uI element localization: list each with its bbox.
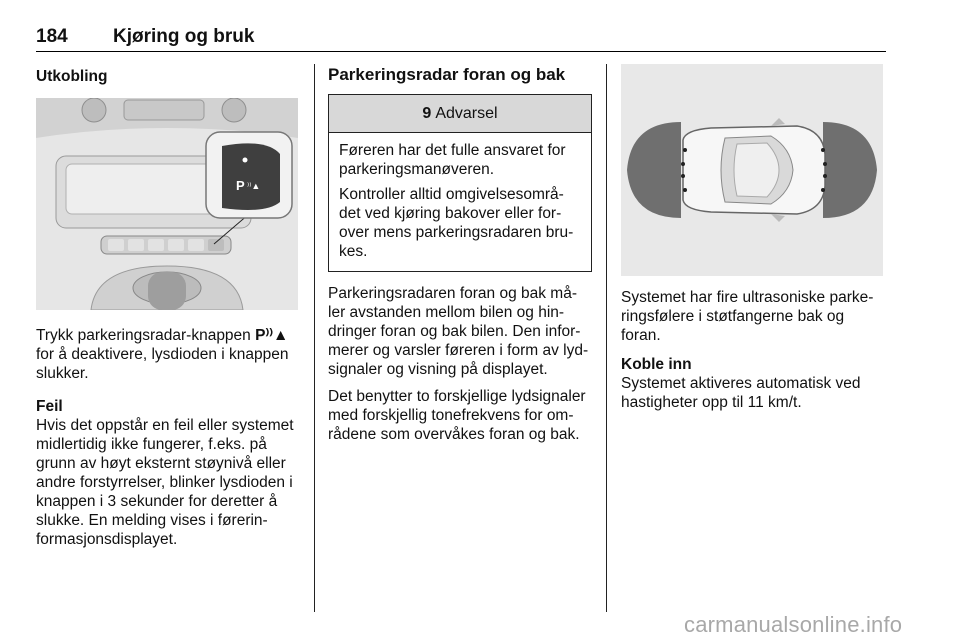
koble-section (621, 355, 885, 412)
feil-text: Hvis det oppstår en feil eller systemet midlertidig ikke fungerer, f.eks. på grunn av høyt eksternt støynivå eller andre forstyrrelser, blinker lysdioden i knappen i 3 sekunder for deretter å slukke. En melding vises i førerin-formasjonsdisplayet. (36, 417, 294, 548)
column-2 (328, 64, 592, 452)
warning-text-2: Kontroller alltid omgivelsesområ-det ved kjøring bakover eller for-over mens parkeringsradaren bru-kes. (339, 186, 574, 260)
col3-para-1: Systemet har fire ultrasoniske parke-ringsfølere i støtfangerne bak og foran. (621, 289, 874, 344)
column-divider-2 (606, 64, 607, 612)
para-button-post: for å deaktivere, lysdioden i knappen slukker. (36, 346, 289, 382)
warning-header (329, 95, 591, 133)
feil-section (36, 397, 300, 549)
svg-text:⁾⁾▲: ⁾⁾▲ (247, 181, 261, 191)
page-number: 184 (36, 26, 68, 47)
column-divider-1 (314, 64, 315, 612)
warning-box (328, 94, 592, 272)
warning-icon: 9 (422, 105, 432, 122)
parking-sensor-icon: P⁾⁾▲ (255, 327, 289, 344)
col2-para-1: Parkeringsradaren foran og bak må-ler avstanden mellom bilen og hin-dringer foran og bak bilen. Den infor-merer og varsler føreren i form av lyd-signaler og visning på displayet. (328, 285, 589, 378)
koble-text: Systemet aktiveres automatisk ved hastigheter opp til 11 km/t. (621, 375, 861, 411)
warning-label: Advarsel (435, 105, 498, 122)
subhead-utkobling: Utkobling (36, 68, 108, 85)
watermark: carmanualsonline.info (684, 612, 903, 637)
column-1 (36, 64, 300, 557)
warning-text-1: Føreren har det fulle ansvaret for parkeringsmanøveren. (339, 142, 566, 178)
warning-body (329, 133, 591, 271)
console-illustration (36, 98, 298, 310)
car-sensor-figure (621, 64, 883, 276)
column-3 (621, 64, 885, 420)
col2-para-2: Det benytter to forskjellige lydsignaler med forskjellig tonefrekvens for om-rådene som overvåkes foran og bak. (328, 388, 586, 443)
para-button (36, 326, 300, 383)
console-figure (36, 98, 298, 310)
page-header (36, 26, 886, 52)
feil-title: Feil (36, 398, 63, 415)
svg-text:P: P (236, 178, 245, 193)
para-button-pre: Trykk parkeringsradar-knappen (36, 327, 256, 344)
koble-title: Koble inn (621, 356, 692, 373)
chapter-title: Kjøring og bruk (113, 26, 255, 47)
section-title: Parkeringsradar foran og bak (328, 65, 566, 84)
car-sensor-illustration (621, 64, 883, 276)
